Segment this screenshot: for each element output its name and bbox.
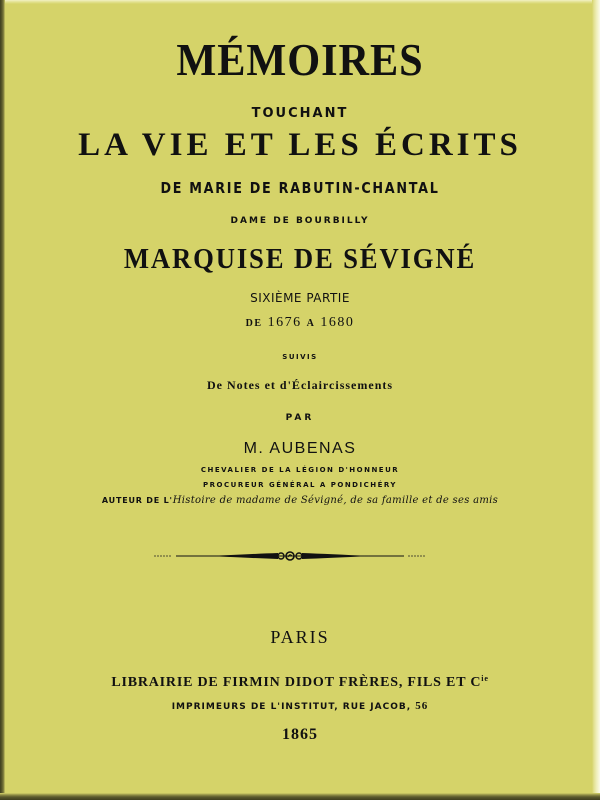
publisher-name: LIBRAIRIE DE FIRMIN DIDOT FRÈRES, FILS ET C — [111, 675, 482, 690]
page-edge-bottom — [0, 793, 600, 800]
subject-title-dame: DAME DE BOURBILLY — [230, 216, 370, 226]
book-subtitle: LA VIE ET LES ÉCRITS — [78, 127, 522, 163]
date-start: 1676 — [267, 315, 302, 330]
imprint-year: 1865 — [282, 726, 318, 743]
imprint-printers — [0, 701, 600, 712]
subject-title-marquise: MARQUISE DE SÉVIGNÉ — [123, 243, 477, 275]
volume-part: SIXIÈME PARTIE — [250, 291, 350, 305]
suivis-label: SUIVIS — [282, 353, 318, 361]
par-label: PAR — [285, 413, 315, 423]
credential-work-title: Histoire de madame de Sévigné, de sa famille et de ses amis — [172, 495, 499, 506]
subject-name: DE MARIE DE RABUTIN-CHANTAL — [160, 179, 440, 197]
book-title: MÉMOIRES — [176, 34, 424, 85]
author-credential-1: CHEVALIER DE LA LÉGION D'HONNEUR — [200, 466, 400, 474]
author-credential-3 — [0, 496, 600, 506]
date-range — [0, 316, 600, 330]
printers-text: IMPRIMEURS DE L'INSTITUT, RUE JACOB, — [171, 702, 412, 712]
date-a: A — [306, 318, 316, 329]
credential-prefix: AUTEUR DE L' — [101, 496, 173, 505]
author-name: M. AUBENAS — [243, 440, 357, 457]
printers-address-number: 56 — [415, 700, 429, 712]
title-connector: TOUCHANT — [251, 106, 349, 121]
author-credential-2: PROCUREUR GÉNÉRAL A PONDICHÉRY — [203, 481, 397, 489]
date-end: 1680 — [320, 315, 355, 330]
page-edge-top — [0, 0, 600, 4]
publisher-sup: ie — [481, 674, 489, 683]
ornament-divider-icon — [150, 550, 430, 562]
imprint-city: PARIS — [270, 627, 330, 647]
imprint-publisher — [0, 675, 600, 690]
notes-line: De Notes et d'Éclaircissements — [206, 378, 394, 392]
date-de: DE — [245, 318, 263, 329]
